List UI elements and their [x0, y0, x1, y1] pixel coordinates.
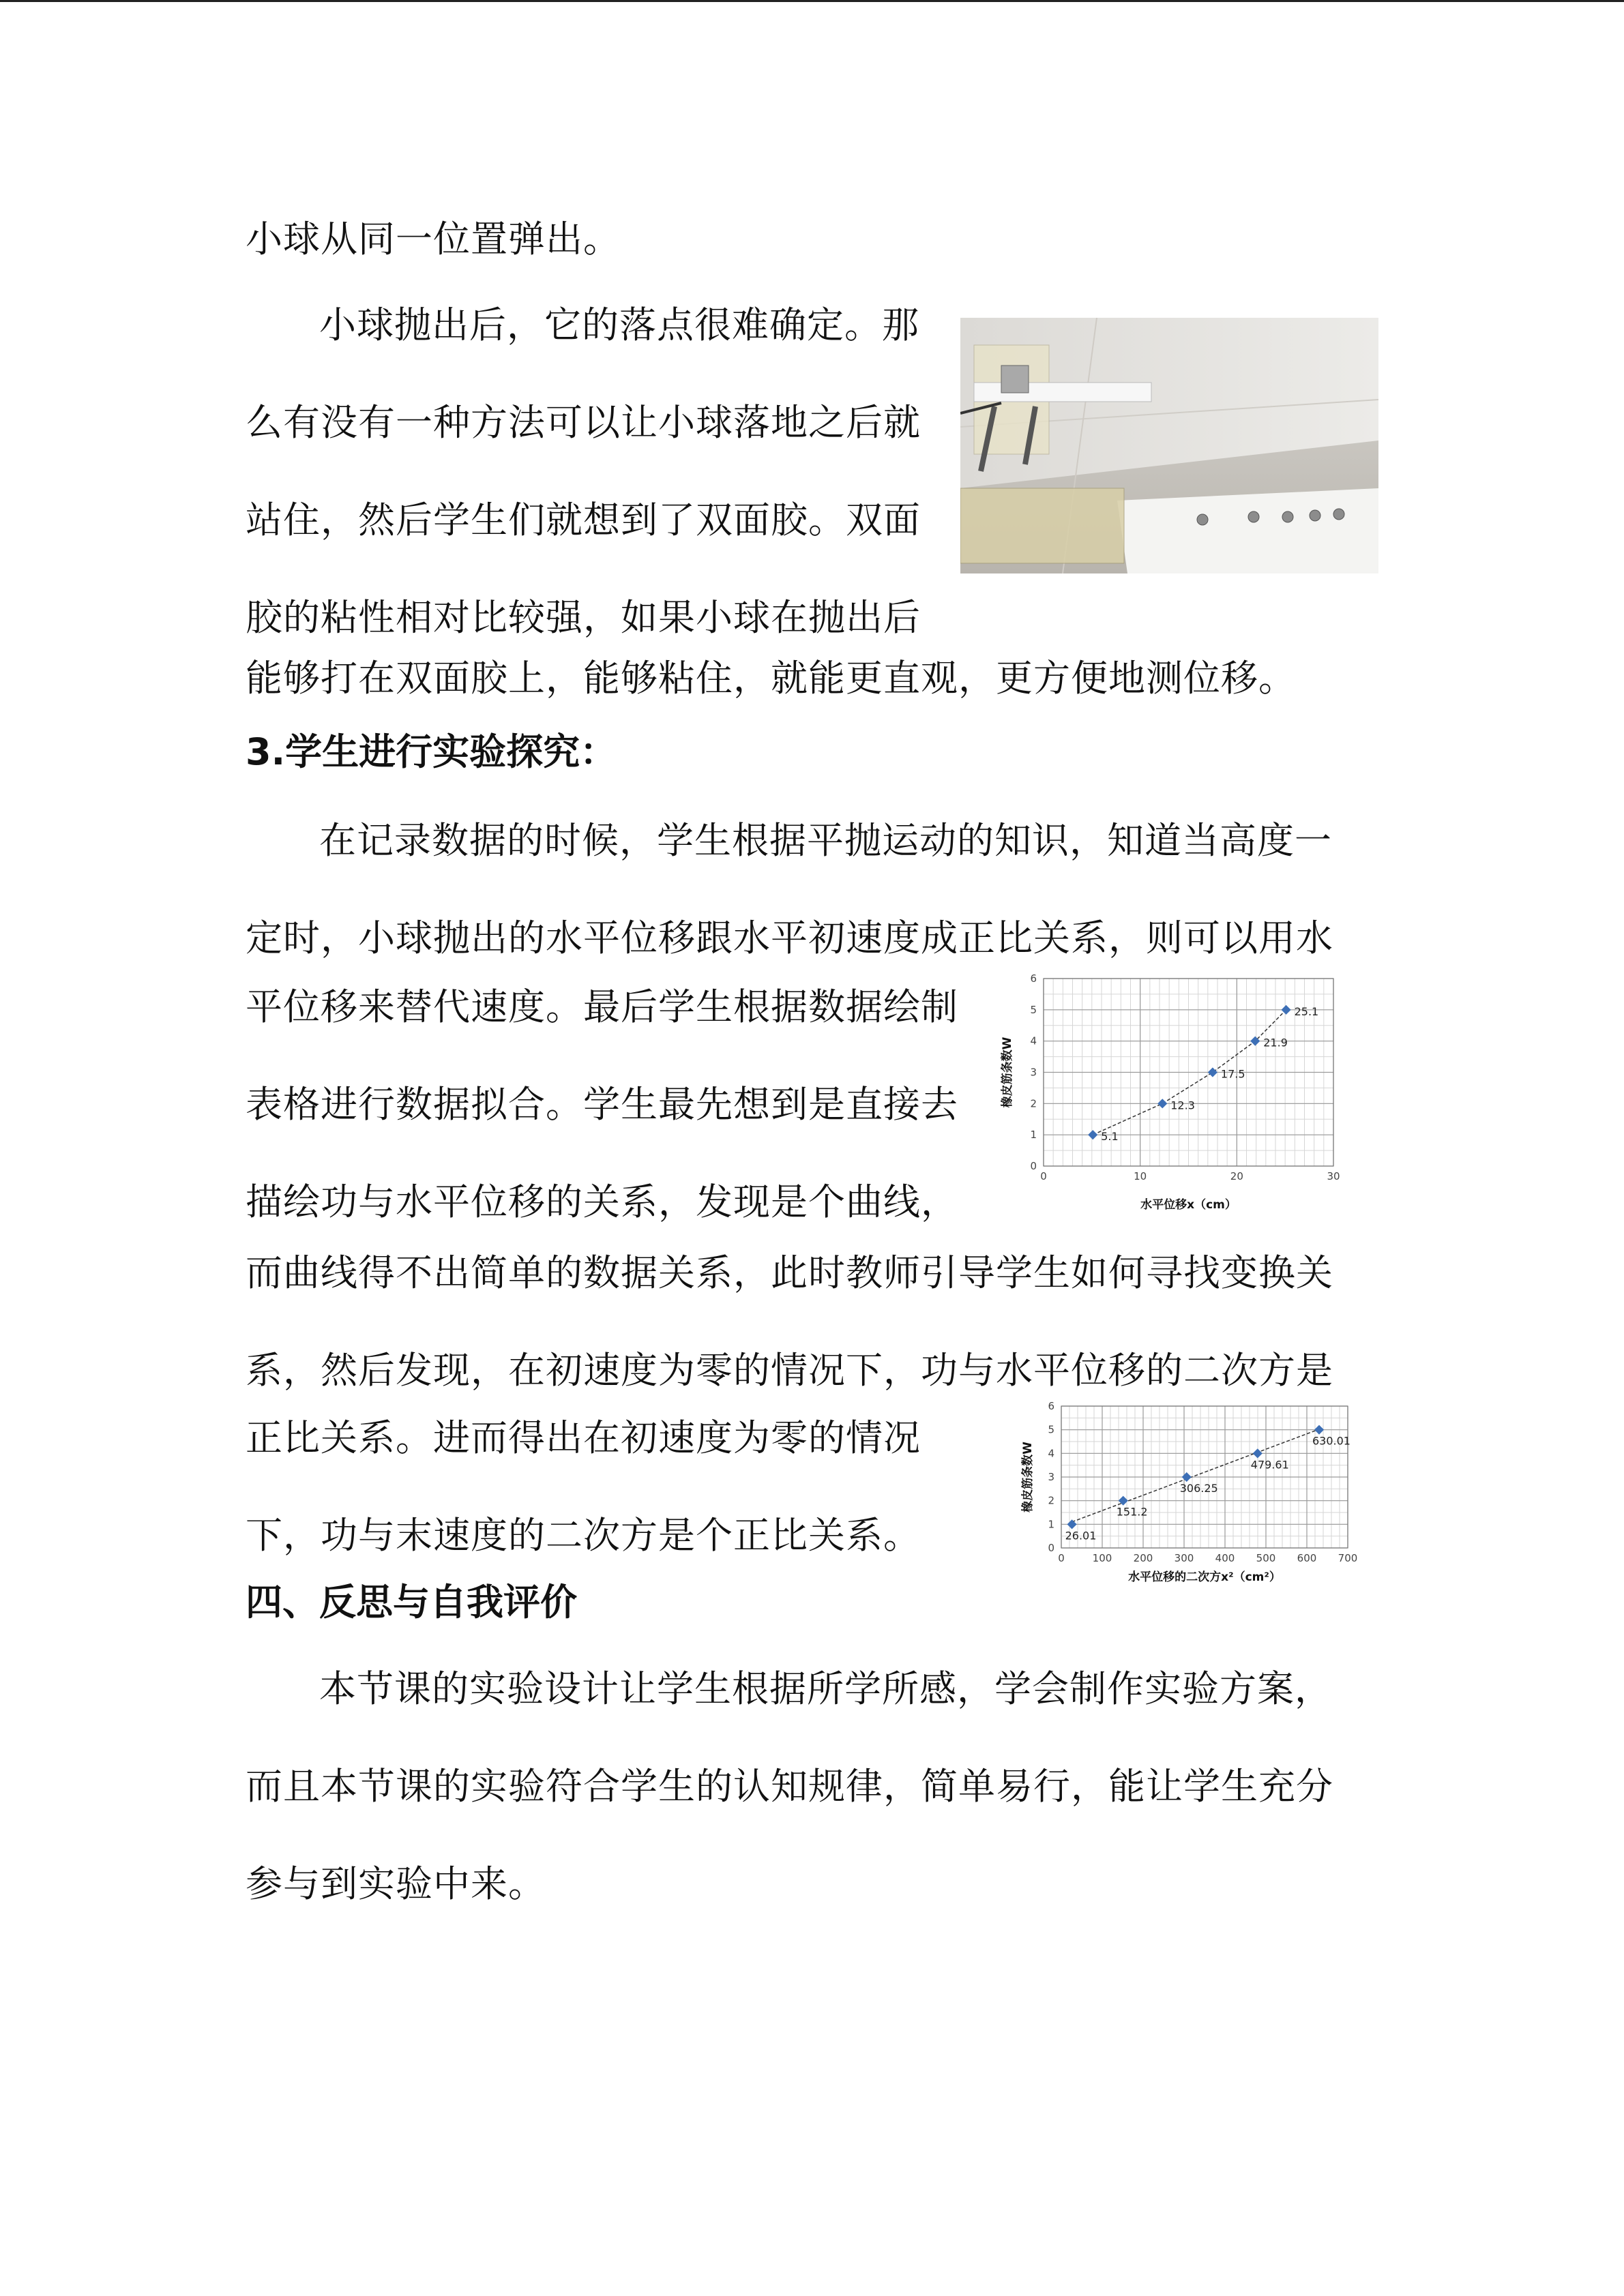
y-tick-label: 3	[1048, 1471, 1054, 1483]
paragraph-3: 能够打在双面胶上，能够粘住，就能更直观，更方便地测位移。	[246, 657, 1296, 700]
data-point	[1282, 1005, 1291, 1015]
x-tick-label: 400	[1215, 1552, 1235, 1564]
y-tick-label: 6	[1030, 972, 1037, 985]
paragraph-6: 而曲线得不出简单的数据关系，此时教师引导学生如何寻找变换关系，然后发现，在初速度为零的情况下，功与水平位移的二次方是	[246, 1251, 1333, 1392]
y-tick-label: 5	[1030, 1003, 1037, 1016]
x-tick-label: 10	[1134, 1170, 1147, 1182]
paragraph-7: 正比关系。进而得出在初速度为零的情况下，功与末速度的二次方是个正比关系。	[246, 1416, 921, 1557]
y-axis-label: 橡皮筋条数W	[1001, 1037, 1014, 1108]
paragraph-1: 小球从同一位置弹出。	[246, 218, 621, 260]
y-tick-label: 0	[1030, 1160, 1037, 1172]
y-tick-label: 5	[1048, 1423, 1054, 1436]
x-tick-label: 20	[1230, 1170, 1243, 1182]
paragraph-5: 平位移来替代速度。最后学生根据数据绘制表格进行数据拟合。学生最先想到是直接去描绘功与水平位移的关系，发现是个曲线，	[246, 985, 958, 1223]
y-tick-label: 3	[1030, 1066, 1037, 1079]
y-tick-label: 1	[1030, 1129, 1037, 1142]
chart-1-svg	[996, 972, 1364, 1217]
data-point	[1314, 1425, 1324, 1435]
apparatus-photo	[960, 318, 1378, 573]
data-label: 306.25	[1179, 1482, 1218, 1495]
paragraph-4: 在记录数据的时候，学生根据平抛运动的知识，知道当高度一定时，小球抛出的水平位移跟水平初速度成正比关系，则可以用水	[246, 819, 1333, 959]
y-axis-label: 橡皮筋条数W	[1021, 1442, 1035, 1512]
x-tick-label: 700	[1338, 1552, 1358, 1564]
paragraph-8: 本节课的实验设计让学生根据所学所感，学会制作实验方案，而且本节课的实验符合学生的认知规律，简单易行，能让学生充分参与到实验中来。	[246, 1667, 1333, 1905]
data-label: 25.1	[1294, 1004, 1319, 1018]
data-point	[1067, 1519, 1077, 1529]
x-tick-label: 100	[1092, 1552, 1112, 1564]
chart-work-vs-displacement-squared	[1016, 1398, 1364, 1592]
x-axis-label: 水平位移的二次方x²（cm²）	[1128, 1570, 1281, 1584]
y-tick-label: 4	[1030, 1034, 1037, 1047]
x-tick-label: 0	[1040, 1170, 1047, 1182]
section-heading-3: 3.学生进行实验探究：	[246, 730, 617, 773]
data-label: 630.01	[1312, 1434, 1350, 1448]
data-label: 12.3	[1170, 1099, 1195, 1112]
y-tick-label: 2	[1048, 1494, 1054, 1507]
chart-work-vs-displacement	[996, 972, 1364, 1217]
data-label: 21.9	[1263, 1036, 1288, 1049]
x-tick-label: 300	[1174, 1552, 1194, 1564]
data-point	[1182, 1472, 1192, 1482]
top-border	[0, 0, 1624, 2]
data-point	[1157, 1099, 1167, 1108]
x-tick-label: 0	[1058, 1552, 1065, 1564]
x-tick-label: 600	[1297, 1552, 1317, 1564]
data-label: 26.01	[1065, 1529, 1097, 1542]
y-tick-label: 4	[1048, 1447, 1054, 1460]
data-label: 151.2	[1116, 1505, 1148, 1519]
x-tick-label: 200	[1133, 1552, 1153, 1564]
x-axis-label: 水平位移x（cm）	[1140, 1198, 1237, 1212]
data-label: 5.1	[1101, 1130, 1119, 1144]
data-label: 479.61	[1250, 1458, 1289, 1472]
data-point	[1253, 1448, 1263, 1458]
x-tick-label: 30	[1327, 1170, 1340, 1182]
chart-2-svg	[1016, 1398, 1364, 1592]
y-tick-label: 6	[1048, 1400, 1054, 1412]
data-label: 17.5	[1220, 1067, 1245, 1081]
y-tick-label: 1	[1048, 1518, 1054, 1531]
y-tick-label: 0	[1048, 1542, 1054, 1554]
data-point	[1208, 1067, 1217, 1077]
x-tick-label: 500	[1256, 1552, 1276, 1564]
section-heading-4: 四、反思与自我评价	[246, 1581, 577, 1624]
y-tick-label: 2	[1030, 1097, 1037, 1110]
data-point	[1088, 1130, 1097, 1139]
paragraph-2: 小球抛出后，它的落点很难确定。那么有没有一种方法可以让小球落地之后就站住，然后学生们就想到了双面胶。双面胶的粘性相对比较强，如果小球在抛出后	[246, 303, 921, 639]
